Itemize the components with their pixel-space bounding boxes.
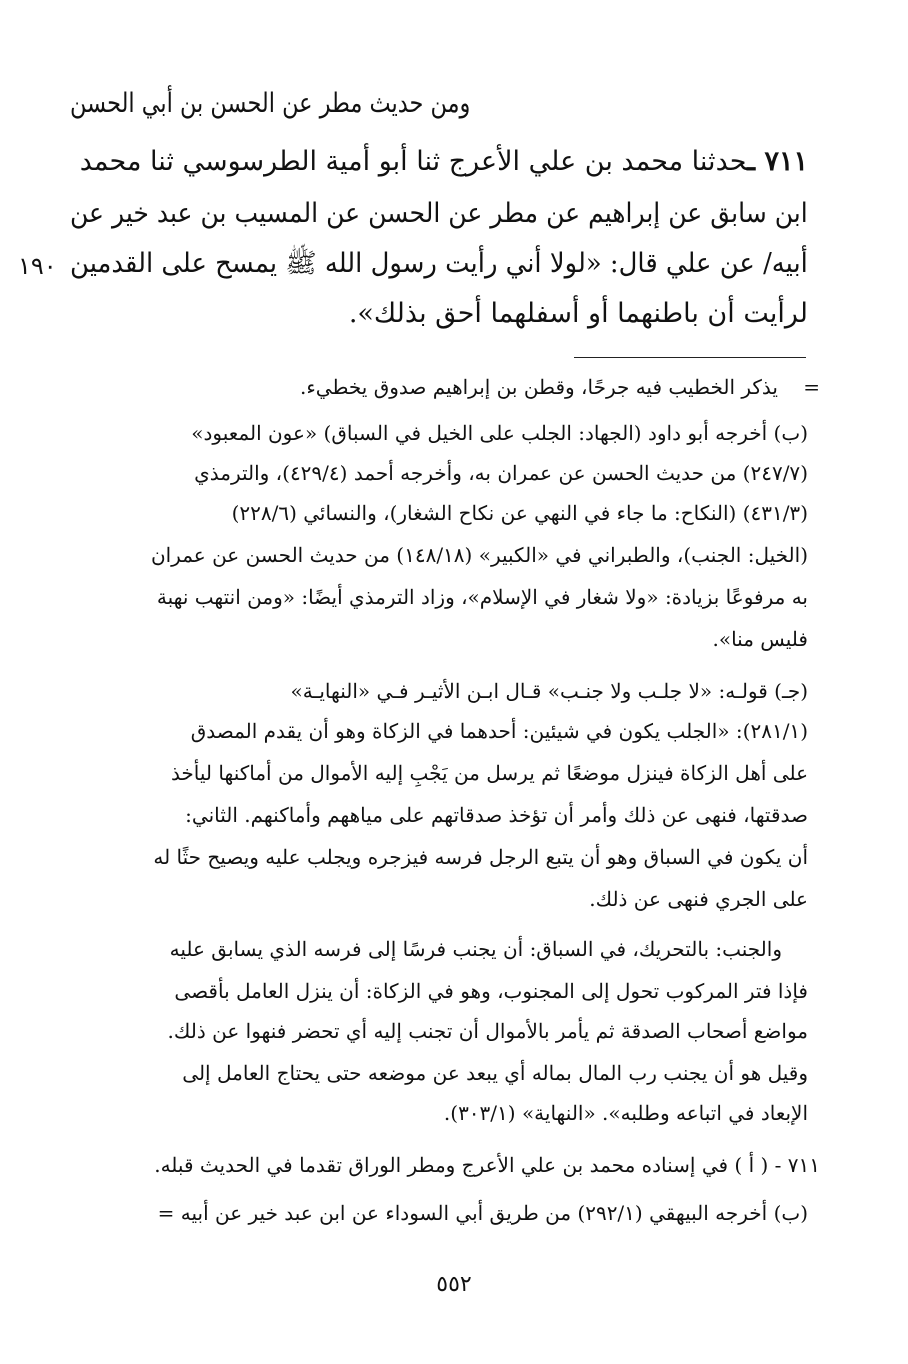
footnote-line: يذكر الخطيب فيه جرحًا، وقطن بن إبراهيم صدوق يخطيء. bbox=[300, 375, 778, 399]
footnote-separator bbox=[574, 357, 806, 358]
hadith-line-2: ابن سابق عن إبراهيم عن مطر عن الحسن عن المسيب بن عبد خير عن bbox=[70, 198, 808, 229]
footnote-line: فإذا فتر المركوب تحول إلى المجنوب، وهو في الزكاة: أن ينزل العامل بأقصى bbox=[174, 979, 808, 1003]
footnote-line: وقيل هو أن يجنب رب المال بماله أي يبعد عن موضعه حتى يحتاج العامل إلى bbox=[182, 1061, 808, 1085]
footnote-line: صدقتها، فنهى عن ذلك وأمر أن تؤخذ صدقاتهم على مياههم وأماكنهم. الثاني: bbox=[185, 803, 808, 827]
footnote-line: أن يكون في السباق وهو أن يتبع الرجل فرسه فيزجره ويجلب عليه ويصيح حثًا له bbox=[153, 845, 808, 869]
footnote-line: (٢٤٧/٧) من حديث الحسن عن عمران به، وأخرجه أحمد (٤٢٩/٤)، والترمذي bbox=[194, 461, 808, 485]
footnote-line: على الجري فنهى عن ذلك. bbox=[589, 887, 808, 911]
section-heading: ومن حديث مطر عن الحسن بن أبي الحسن bbox=[69, 88, 470, 119]
page-number: ٥٥٢ bbox=[436, 1272, 472, 1297]
footnote-line: مواضع أصحاب الصدقة ثم يأمر بالأموال أن تجنب إليه أي تحضر فنهوا عن ذلك. bbox=[167, 1019, 808, 1043]
footnote-line: الإبعاد في اتباعه وطلبه». «النهاية» (٣٠٣/١). bbox=[443, 1101, 808, 1125]
hadith-line-4: لرأيت أن باطنهما أو أسفلهما أحق بذلك». bbox=[348, 298, 808, 329]
footnote-line: (جـ) قولـه: «لا جلـب ولا جنـب» قـال ابـن الأثيـر فـي «النهايـة» bbox=[290, 679, 808, 703]
hadith-line-3: أبيه/ عن علي قال: «لولا أني رأيت رسول الله ﷺ يمسح على القدمين bbox=[70, 248, 808, 279]
margin-page-reference: ١٩٠ bbox=[18, 252, 57, 280]
footnote-continuation-mark: = bbox=[803, 375, 820, 399]
footnote-line: به مرفوعًا بزيادة: «ولا شغار في الإسلام»، وزاد الترمذي أيضًا: «ومن انتهب نهبة bbox=[156, 585, 808, 609]
footnote-line: والجنب: بالتحريك، في السباق: أن يجنب فرسًا إلى فرسه الذي يسابق عليه bbox=[169, 937, 782, 961]
footnote-line: (٤٣١/٣) (النكاح: ما جاء في النهي عن نكاح الشغار)، والنسائي (٢٢٨/٦) bbox=[231, 501, 808, 525]
footnote-line: (٢٨١/١): «الجلب يكون في شيئين: أحدهما في الزكاة وهو أن يقدم المصدق bbox=[190, 719, 808, 743]
hadith-line-1-text: حدثنا محمد بن علي الأعرج ثنا أبو أمية الطرسوسي ثنا محمد bbox=[79, 146, 748, 177]
footnote-line: (ب) أخرجه البيهقي (٢٩٢/١) من طريق أبي السوداء عن ابن عبد خير عن أبيه = bbox=[157, 1201, 808, 1225]
hadith-line-1 bbox=[80, 142, 808, 182]
footnote-line: فليس منا». bbox=[712, 627, 808, 651]
footnote-line: (الخيل: الجنب)، والطبراني في «الكبير» (١٤٨/١٨) من حديث الحسن عن عمران bbox=[150, 543, 808, 567]
hadith-number: ٧١١ ـ bbox=[747, 146, 808, 177]
footnote-line: ٧١١ - ( أ ) في إسناده محمد بن علي الأعرج ومطر الوراق تقدما في الحديث قبله. bbox=[154, 1153, 820, 1177]
footnote-line: على أهل الزكاة فينزل موضعًا ثم يرسل من يَجْبِ إليه الأموال من أماكنها ليأخذ bbox=[170, 761, 808, 785]
footnote-line: (ب) أخرجه أبو داود (الجهاد: الجلب على الخيل في السباق) «عون المعبود» bbox=[191, 421, 808, 445]
